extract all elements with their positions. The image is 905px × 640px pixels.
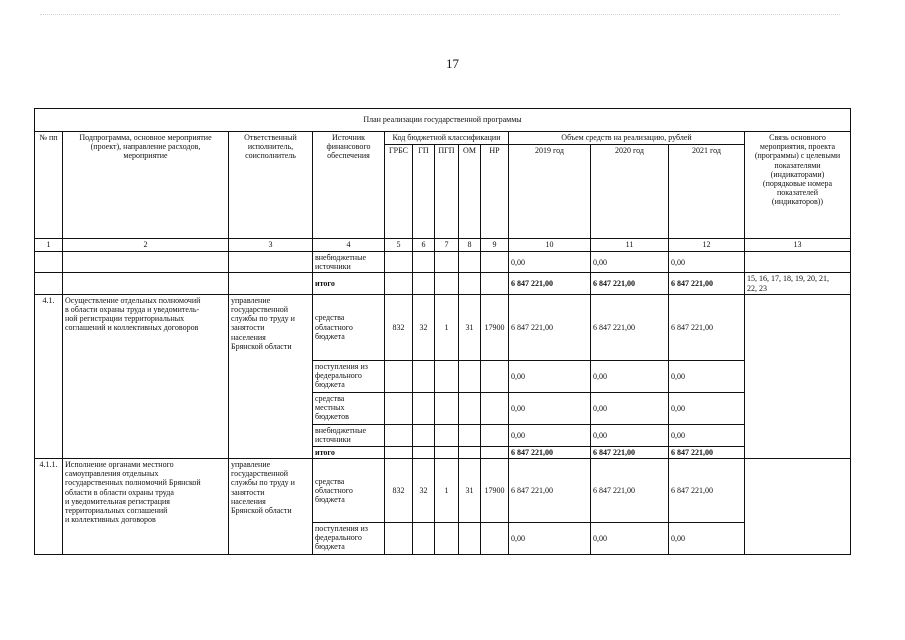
value-2020: 0,00 (591, 360, 669, 392)
value-2019: 6 847 221,00 (509, 273, 591, 294)
header-2019: 2019 год (509, 145, 591, 239)
column-number: 8 (459, 239, 481, 252)
table-row (35, 458, 851, 522)
source-cell: внебюджетные источники (313, 424, 385, 446)
header-np: НР (481, 145, 509, 239)
header-program: Подпрограмма, основное мероприятие (проект), направление расходов, мероприятие (63, 132, 229, 239)
column-number: 6 (413, 239, 435, 252)
value-2020: 6 847 221,00 (591, 458, 669, 522)
column-number: 7 (435, 239, 459, 252)
column-number: 2 (63, 239, 229, 252)
plan-table (34, 108, 851, 555)
value-2020: 0,00 (591, 424, 669, 446)
source-cell: внебюджетные источники (313, 252, 385, 273)
header-budget-code: Код бюджетной классификации (385, 132, 509, 145)
pgp-cell: 1 (435, 458, 459, 522)
header-gp: ГП (413, 145, 435, 239)
value-2021: 0,00 (669, 360, 745, 392)
value-2020: 6 847 221,00 (591, 446, 669, 458)
value-2021: 6 847 221,00 (669, 458, 745, 522)
total-label: итого (313, 446, 385, 458)
source-cell: средства областного бюджета (313, 458, 385, 522)
value-2021: 6 847 221,00 (669, 273, 745, 294)
om-cell: 31 (459, 294, 481, 360)
scan-artifact (40, 14, 840, 19)
value-2019: 6 847 221,00 (509, 458, 591, 522)
row-number: 4.1.1. (35, 458, 63, 554)
value-2019: 0,00 (509, 522, 591, 554)
header-no: № пп (35, 132, 63, 239)
column-number: 12 (669, 239, 745, 252)
value-2020: 0,00 (591, 392, 669, 424)
header-funds: Объем средств на реализацию, рублей (509, 132, 745, 145)
header-om: ОМ (459, 145, 481, 239)
value-2019: 0,00 (509, 424, 591, 446)
source-cell: поступления из федерального бюджета (313, 360, 385, 392)
column-number: 4 (313, 239, 385, 252)
header-link: Связь основного мероприятия, проекта (программы) с целевыми показателями (индикаторами) (порядковые номера показателей (индикаторов)) (745, 132, 851, 239)
source-cell: средства областного бюджета (313, 294, 385, 360)
column-number: 3 (229, 239, 313, 252)
header-grbs: ГРБС (385, 145, 413, 239)
page-number: 17 (446, 56, 459, 71)
link-indicators: 15, 16, 17, 18, 19, 20, 21, 22, 23 (745, 273, 851, 294)
executor-name: управление государственной службы по труду и занятости населения Брянской области (229, 294, 313, 458)
value-2020: 6 847 221,00 (591, 294, 669, 360)
column-number: 1 (35, 239, 63, 252)
total-label: итого (313, 273, 385, 294)
gp-cell: 32 (413, 294, 435, 360)
row-number: 4.1. (35, 294, 63, 458)
column-number: 10 (509, 239, 591, 252)
column-number: 5 (385, 239, 413, 252)
value-2021: 0,00 (669, 424, 745, 446)
value-2020: 6 847 221,00 (591, 273, 669, 294)
table-row (35, 294, 851, 360)
value-2021: 0,00 (669, 252, 745, 273)
grbs-cell: 832 (385, 458, 413, 522)
value-2021: 0,00 (669, 392, 745, 424)
value-2019: 0,00 (509, 392, 591, 424)
source-cell: поступления из федерального бюджета (313, 522, 385, 554)
grbs-cell: 832 (385, 294, 413, 360)
value-2020: 0,00 (591, 522, 669, 554)
header-source: Источник финансового обеспечения (313, 132, 385, 239)
pgp-cell: 1 (435, 294, 459, 360)
column-number: 13 (745, 239, 851, 252)
gp-cell: 32 (413, 458, 435, 522)
column-number-row (35, 239, 851, 252)
plan-table-wrapper (34, 108, 851, 555)
column-number: 9 (481, 239, 509, 252)
header-2020: 2020 год (591, 145, 669, 239)
source-cell: средства местных бюджетов (313, 392, 385, 424)
np-cell: 17900 (481, 458, 509, 522)
plan-title: План реализации государственной программы (35, 109, 851, 132)
value-2019: 0,00 (509, 252, 591, 273)
value-2019: 6 847 221,00 (509, 446, 591, 458)
value-2019: 0,00 (509, 360, 591, 392)
header-2021: 2021 год (669, 145, 745, 239)
header-executor: Ответственный исполнитель, соисполнитель (229, 132, 313, 239)
program-name: Осуществление отдельных полномочий в области охраны труда и уведомитель- ной регистрации территориальных соглашений и коллективных договоров (63, 294, 229, 458)
value-2021: 6 847 221,00 (669, 294, 745, 360)
value-2021: 0,00 (669, 522, 745, 554)
table-row (35, 252, 851, 273)
executor-name: управление государственной службы по труду и занятости населения Брянской области (229, 458, 313, 554)
value-2021: 6 847 221,00 (669, 446, 745, 458)
value-2019: 6 847 221,00 (509, 294, 591, 360)
value-2020: 0,00 (591, 252, 669, 273)
np-cell: 17900 (481, 294, 509, 360)
table-row (35, 273, 851, 294)
program-name: Исполнение органами местного самоуправления отдельных государственных полномочий Брянской области в области охраны труда и уведомительная регистрация территориальных соглашений и коллективных договоров (63, 458, 229, 554)
om-cell: 31 (459, 458, 481, 522)
header-pgp: ПГП (435, 145, 459, 239)
column-number: 11 (591, 239, 669, 252)
